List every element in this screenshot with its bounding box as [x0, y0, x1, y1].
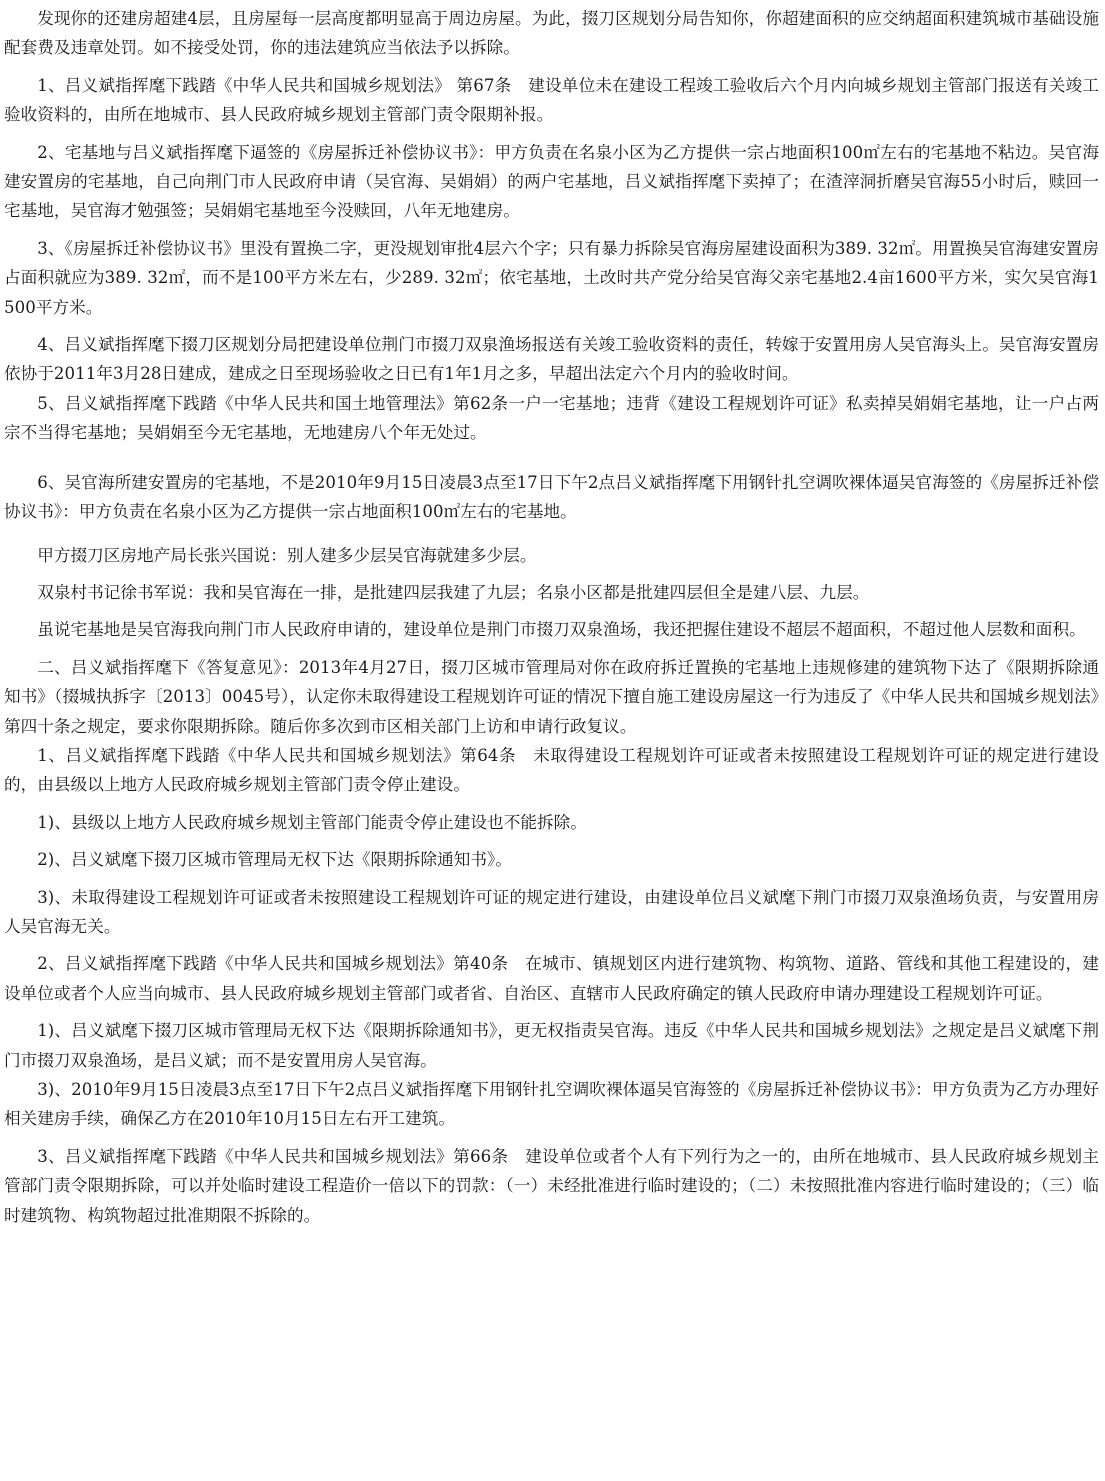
- paragraph-item-1-article-67: 1、吕义斌指挥麾下践踏《中华人民共和国城乡规划法》 第67条 建设单位未在建设工程竣工验收后六个月内向城乡规划主管部门报送有关竣工验收资料的，由所在地城市、县人民政府城乡规划主管部门责令限期补报。: [4, 75, 1099, 125]
- paragraph-sub-3-agreement-procedures: 3)、2010年9月15日凌晨3点至17日下午2点吕义斌指挥麾下用钢针扎空调吹裸体逼吴官海签的《房屋拆迁补偿协议书》：甲方负责为乙方办理好相关建房手续，确保乙方在2010年10月15日左右开工建筑。: [4, 1080, 1099, 1129]
- paragraph-quote-zhang: 甲方掇刀区房地产局长张兴国说：别人建多少层吴官海就建多少层。: [37, 545, 537, 565]
- paragraph-sub-1-no-authority: 1)、吕义斌麾下掇刀区城市管理局无权下达《限期拆除通知书》，更无权指责吴官海。违反《中华人民共和国城乡规划法》之规定是吕义斌麾下荆门市掇刀双泉渔场，是吕义斌；而不是安置用房人吴官海。: [4, 1021, 1099, 1070]
- paragraph-intro: 发现你的还建房超建4层，且房屋每一层高度都明显高于周边房屋。为此，掇刀区规划分局告知你，你超建面积的应交纳超面积建筑城市基础设施配套费及违章处罚。如不接受处罚，你的违法建筑应当依法予以拆除。: [4, 9, 1099, 58]
- paragraph-section-2-reply: 二、吕义斌指挥麾下《答复意见》：2013年4月27日，掇刀区城市管理局对你在政府拆迁置换的宅基地上违规修建的建筑物下达了《限期拆除通知书》（掇城执拆字〔2013〕0045号），认定你未取得建设工程规划许可证的情况下擅自施工建设房屋这一行为违反了《中华人民共和国城乡规划法》第四十条之规定，要求你限期拆除。随后你多次到市区相关部门上访和申请行政复议。: [4, 657, 1099, 736]
- paragraph-item-3-article-66: 3、吕义斌指挥麾下践踏《中华人民共和国城乡规划法》第66条 建设单位或者个人有下列行为之一的，由所在地城市、县人民政府城乡规划主管部门责令限期拆除，可以并处临时建设工程造价一倍以下的罚款：（一）未经批准进行临时建设的；（二）未按照批准内容进行临时建设的；（三）临时建筑物、构筑物超过批准期限不拆除的。: [4, 1146, 1099, 1225]
- paragraph-applicant-note: 虽说宅基地是吴官海我向荆门市人民政府申请的，建设单位是荆门市掇刀双泉渔场，我还把握住建设不超层不超面积，不超过他人层数和面积。: [37, 620, 1086, 640]
- paragraph-item-2-article-40: 2、吕义斌指挥麾下践踏《中华人民共和国城乡规划法》第40条 在城市、镇规划区内进行建筑物、构筑物、道路、管线和其他工程建设的，建设单位或者个人应当向城市、县人民政府城乡规划主管部门或者省、自治区、直辖市人民政府确定的镇人民政府申请办理建设工程规划许可证。: [4, 954, 1099, 1003]
- paragraph-quote-xu: 双泉村书记徐书军说：我和吴官海在一排，是批建四层我建了九层；名泉小区都是批建四层但全是建八层、九层。: [37, 582, 870, 602]
- paragraph-item-5-land-law: 5、吕义斌指挥麾下践踏《中华人民共和国土地管理法》第62条一户一宅基地；违背《建设工程规划许可证》私卖掉吴娟娟宅基地，让一户占两宗不当得宅基地；吴娟娟至今无宅基地，无地建房八个年无处过。: [4, 393, 1099, 443]
- paragraph-item-2-homestead: 2、宅基地与吕义斌指挥麾下逼签的《房屋拆迁补偿协议书》：甲方负责在名泉小区为乙方提供一宗占地面积100㎡左右的宅基地不粘边。吴官海建安置房的宅基地，自己向荆门市人民政府申请（吴官海、吴娟娟）的两户宅基地，吕义斌指挥麾下卖掉了；在渣滓洞折磨吴官海55小时后，赎回一宅基地，吴官海才勉强签；吴娟娟宅基地至今没赎回，八年无地建房。: [4, 142, 1099, 221]
- paragraph-item-6-homestead-origin: 6、吴官海所建安置房的宅基地，不是2010年9月15日凌晨3点至17日下午2点吕义斌指挥麾下用钢针扎空调吹裸体逼吴官海签的《房屋拆迁补偿协议书》：甲方负责在名泉小区为乙方提供一宗占地面积100㎡左右的宅基地。: [4, 472, 1099, 522]
- paragraph-sub-1: 1)、县级以上地方人民政府城乡规划主管部门能责令停止建设也不能拆除。: [37, 812, 587, 832]
- paragraph-sub-2: 2)、吕义斌麾下掇刀区城市管理局无权下达《限期拆除通知书》。: [37, 850, 513, 870]
- paragraph-item-4-acceptance: 4、吕义斌指挥麾下掇刀区规划分局把建设单位荆门市掇刀双泉渔场报送有关竣工验收资料的责任，转嫁于安置用房人吴官海头上。吴官海安置房依协于2011年3月28日建成，建成之日至现场验收之日已有1年1月之多，早超出法定六个月内的验收时间。: [4, 335, 1099, 384]
- paragraph-item-3-agreement: 3、《房屋拆迁补偿协议书》里没有置换二字，更没规划审批4层六个字；只有暴力拆除吴官海房屋建设面积为389. 32㎡。用置换吴官海建安置房占面积就应为389. 32㎡，而不是100平方米左右，少289. 32㎡；依宅基地，土改时共产党分给吴官海父亲宅基地2.4亩1600平方米，实欠吴官海1500平方米。: [4, 238, 1099, 317]
- paragraph-sub-3: 3)、未取得建设工程规划许可证或者未按照建设工程规划许可证的规定进行建设，由建设单位吕义斌麾下荆门市掇刀双泉渔场负责，与安置用房人吴官海无关。: [4, 887, 1099, 936]
- paragraph-item-1-article-64: 1、吕义斌指挥麾下践踏《中华人民共和国城乡规划法》第64条 未取得建设工程规划许可证或者未按照建设工程规划许可证的规定进行建设的，由县级以上地方人民政府城乡规划主管部门责令停止建设。: [4, 745, 1099, 795]
